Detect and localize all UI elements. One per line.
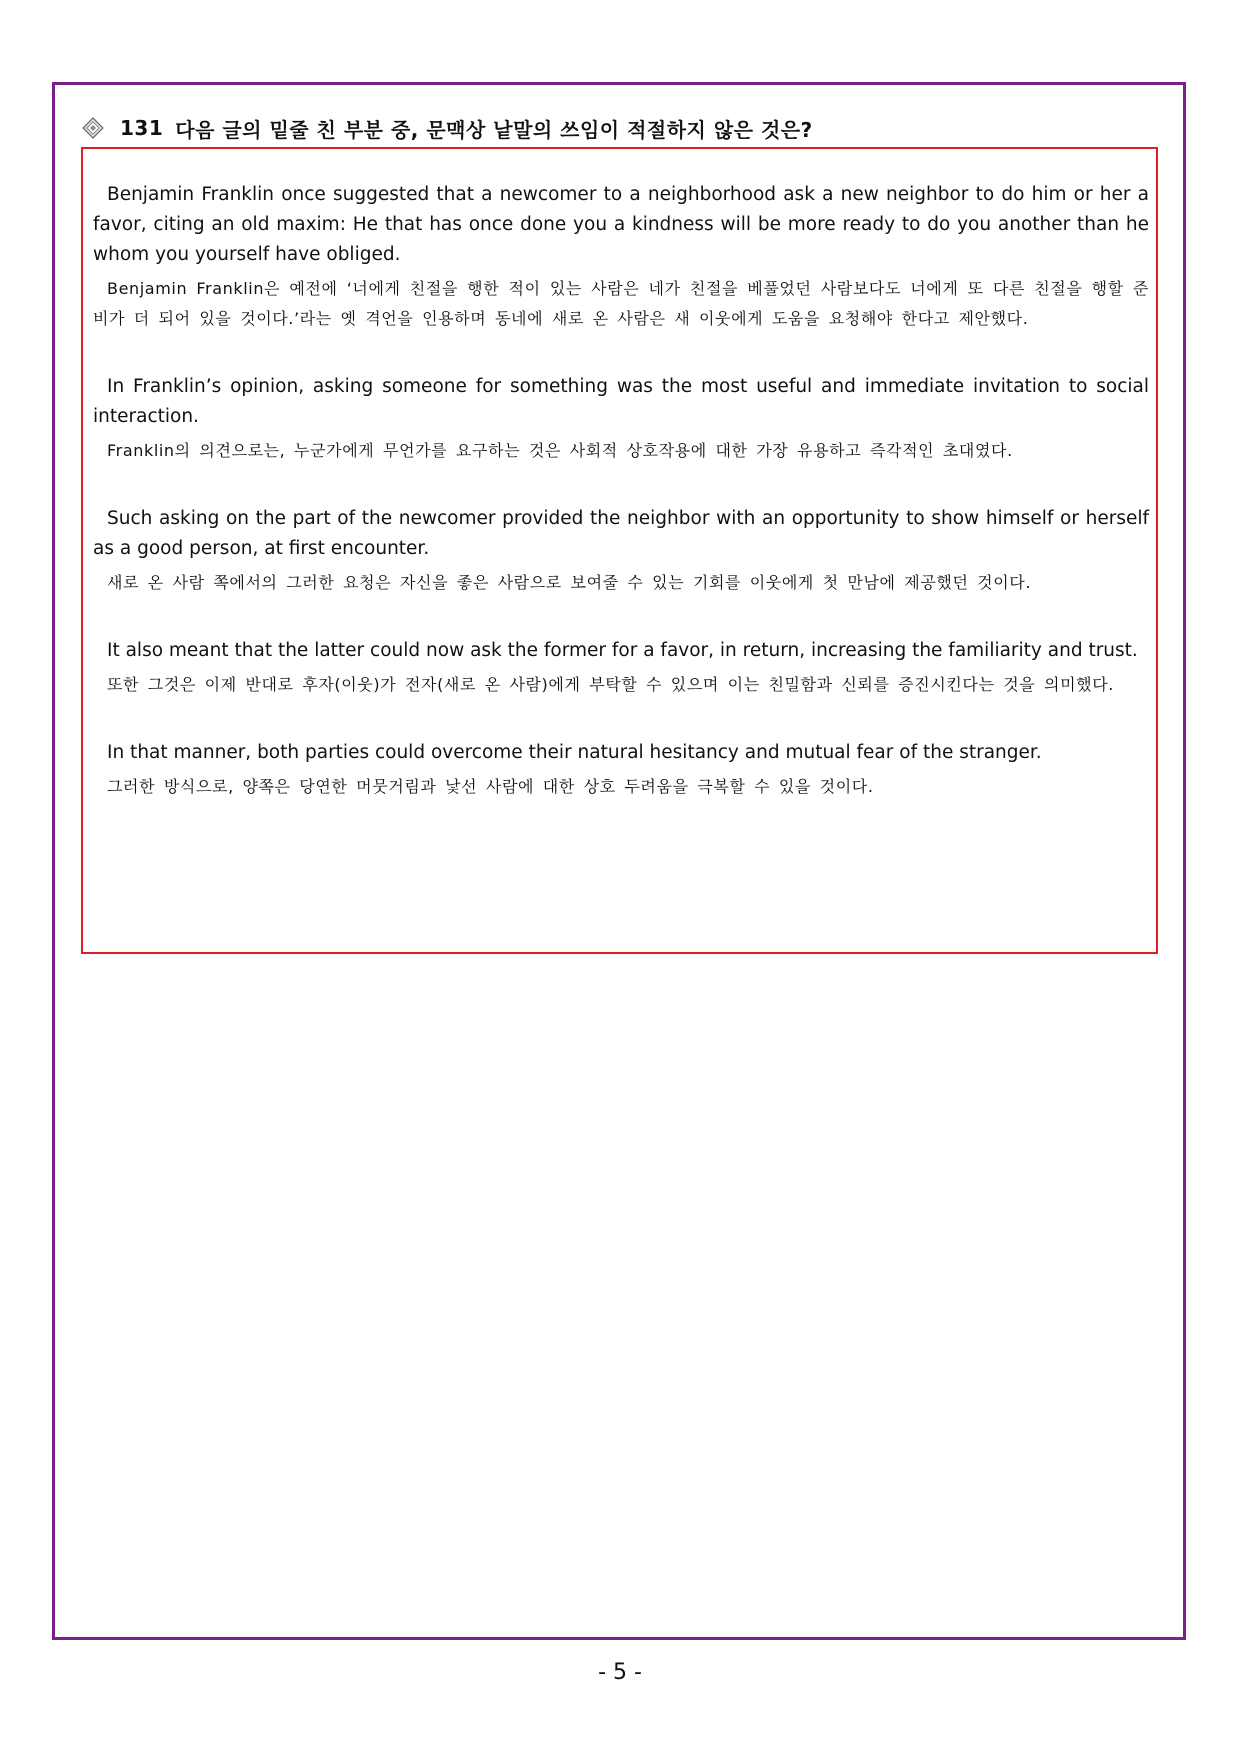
diamond-bullet-icon [82, 117, 104, 139]
korean-translation: 새로 온 사람 쪽에서의 그러한 요청은 자신을 좋은 사람으로 보여줄 수 있는 기회를 이웃에게 첫 만남에 제공했던 것이다. [107, 573, 1032, 592]
question-number: 131 [120, 116, 164, 140]
paragraph-pair [93, 180, 1149, 334]
korean-translation: Benjamin Franklin은 예전에 ‘너에게 친절을 행한 적이 있는 사람은 네가 친절을 베풀었던 사람보다도 너에게 또 다른 친절을 행할 준비가 더 되어 있을 것이다.’라는 옛 격언을 인용하며 동네에 새로 온 사람은 새 이웃에게 도움을 요청해야 한다고 제안했다. [93, 279, 1149, 328]
question-text: 다음 글의 밑줄 친 부분 중, 문맥상 낱말의 쓰임이 적절하지 않은 것은? [175, 117, 813, 142]
korean-translation: 그러한 방식으로, 양쪽은 당연한 머뭇거림과 낯선 사람에 대한 상호 두려움을 극복할 수 있을 것이다. [107, 777, 874, 796]
english-sentence: Benjamin Franklin once suggested that a newcomer to a neighborhood ask a new neighbor to do him or her a favor, citing an old maxim: He that has once done you a kindness will be more ready to do you another than he whom you yourself have obliged. [93, 184, 1149, 265]
paragraph-pair [93, 636, 1149, 700]
paragraph-pair [93, 738, 1149, 802]
korean-translation: 또한 그것은 이제 반대로 후자(이웃)가 전자(새로 온 사람)에게 부탁할 수 있으며 이는 친밀함과 신뢰를 증진시킨다는 것을 의미했다. [107, 675, 1114, 694]
question-heading [82, 112, 813, 144]
paragraph-pair [93, 372, 1149, 466]
english-sentence: It also meant that the latter could now ask the former for a favor, in return, increasing the familiarity and trust. [107, 640, 1138, 661]
english-sentence: In that manner, both parties could overcome their natural hesitancy and mutual fear of the stranger. [107, 742, 1042, 763]
passage-content [93, 180, 1149, 802]
english-sentence: Such asking on the part of the newcomer provided the neighbor with an opportunity to show himself or herself as a good person, at first encounter. [93, 508, 1149, 559]
korean-translation: Franklin의 의견으로는, 누군가에게 무언가를 요구하는 것은 사회적 상호작용에 대한 가장 유용하고 즉각적인 초대였다. [107, 441, 1013, 460]
english-sentence: In Franklin’s opinion, asking someone for something was the most useful and immediate invitation to social interaction. [93, 376, 1149, 427]
paragraph-pair [93, 504, 1149, 598]
page-number: - 5 - [598, 1660, 642, 1685]
